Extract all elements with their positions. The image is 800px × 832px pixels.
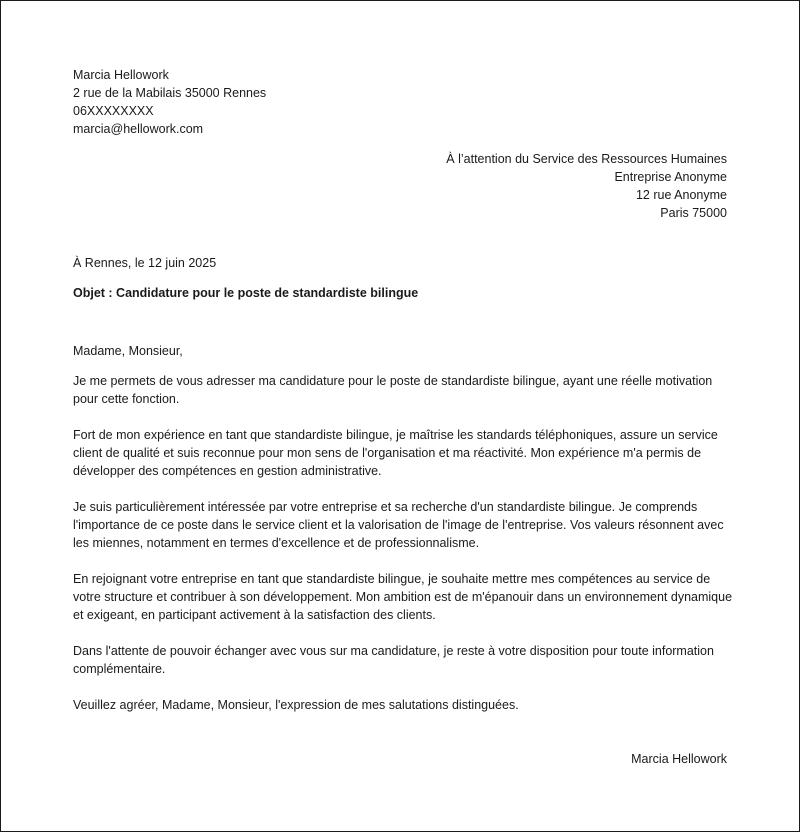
sender-email: marcia@hellowork.com	[73, 122, 204, 136]
recipient-attention: À l’attention du Service des Ressources Humaines	[446, 152, 727, 166]
body-paragraph: Dans l'attente de pouvoir échanger avec vous sur ma candidature, je reste à votre disposition pour toute information complémentaire.	[73, 644, 714, 676]
sender-address: 2 rue de la Mabilais 35000 Rennes	[73, 86, 267, 100]
sender-name: Marcia Hellowork	[73, 68, 169, 82]
body-paragraph: Fort de mon expérience en tant que standardiste bilingue, je maîtrise les standards téléphoniques, assure un service client de qualité et suis reconnue pour mon sens de l'organisation et ma réactivité. Mon expérience m'a permis de développer des compétences en gestion administrative.	[73, 428, 718, 478]
letter-signature: Marcia Hellowork	[631, 752, 727, 766]
sender-block	[73, 66, 266, 138]
recipient-company: Entreprise Anonyme	[614, 170, 727, 184]
body-paragraph: Je suis particulièrement intéressée par votre entreprise et sa recherche d'un standardiste bilingue. Je comprends l'importance de ce poste dans le service client et la valorisation de l'image de l'entreprise. Vos valeurs résonnent avec les miennes, notamment en termes d'excellence et de professionnalisme.	[73, 500, 724, 550]
letter-date: À Rennes, le 12 juin 2025	[73, 256, 217, 270]
recipient-city: Paris 75000	[660, 206, 727, 220]
sender-phone: 06XXXXXXXX	[73, 104, 154, 118]
body-paragraph: En rejoignant votre entreprise en tant que standardiste bilingue, je souhaite mettre mes compétences au service de votre structure et contribuer à son développement. Mon ambition est de m'épanouir dans un environnement dynamique et exigeant, en participant activement à la satisfaction des clients.	[73, 572, 733, 622]
letter-subject: Objet : Candidature pour le poste de standardiste bilingue	[73, 286, 419, 300]
recipient-street: 12 rue Anonyme	[635, 188, 727, 202]
letter-greeting: Madame, Monsieur,	[73, 344, 183, 358]
recipient-block	[446, 150, 727, 222]
letter-body	[73, 342, 733, 714]
letter-closing: Veuillez agréer, Madame, Monsieur, l'expression de mes salutations distinguées.	[73, 698, 519, 712]
body-paragraph: Je me permets de vous adresser ma candidature pour le poste de standardiste bilingue, ayant une réelle motivation pour cette fonction.	[73, 374, 713, 406]
